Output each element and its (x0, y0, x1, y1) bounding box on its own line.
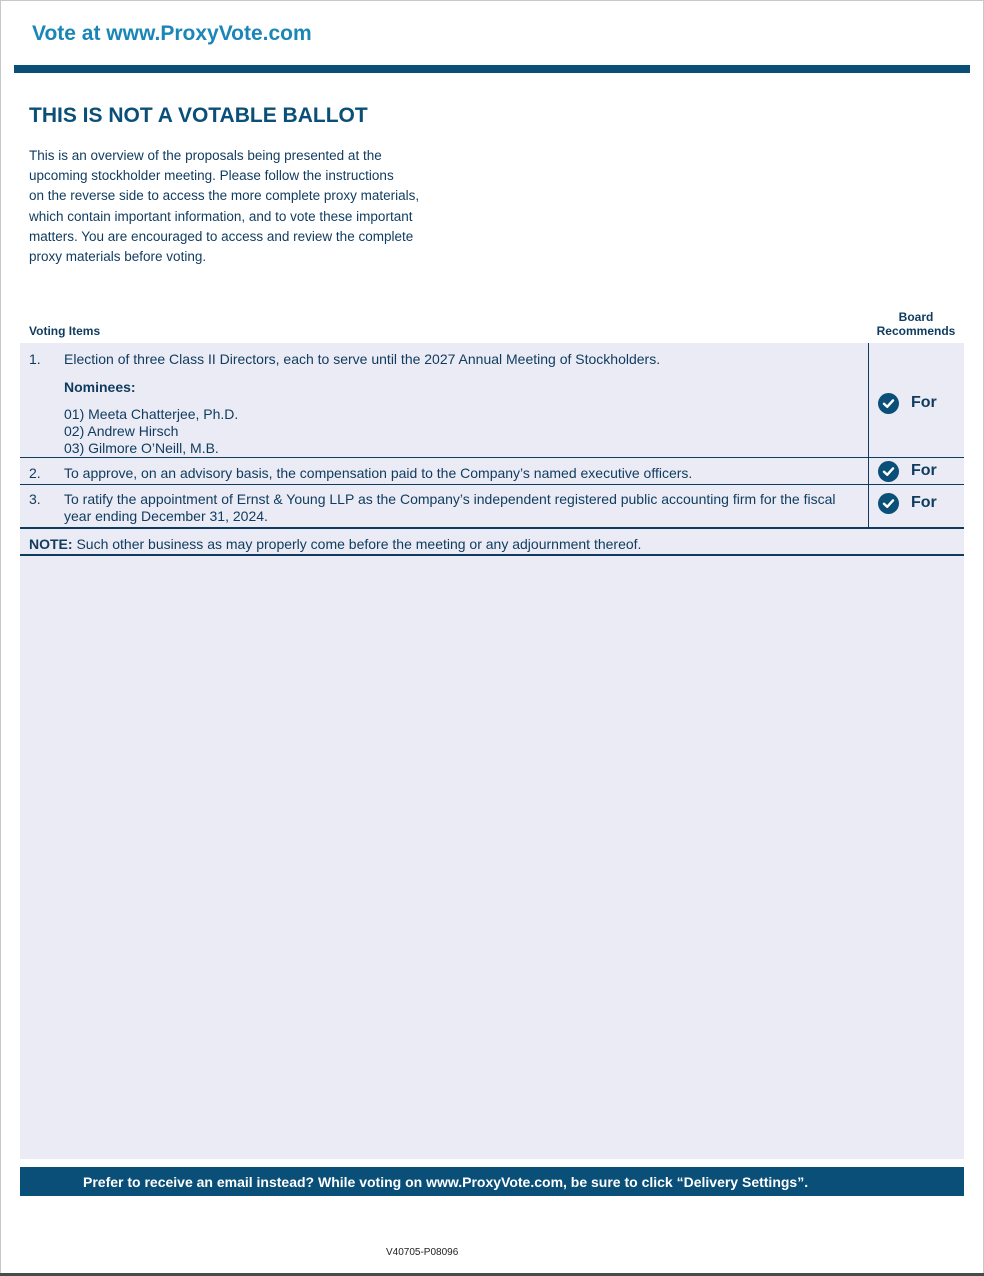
column-divider (868, 343, 869, 527)
board-recommends-header (869, 310, 963, 338)
voting-item-1 (20, 351, 868, 457)
footer-text: Prefer to receive an email instead? While voting on www.ProxyVote.com, be sure to click “Delivery Settings”. (83, 1174, 809, 1190)
recommendation-label: For (911, 462, 937, 479)
page-title: THIS IS NOT A VOTABLE BALLOT (29, 104, 368, 127)
note-label: NOTE: (29, 536, 73, 552)
intro-paragraph (29, 146, 469, 267)
intro-line: This is an overview of the proposals being presented at the (29, 148, 382, 163)
header-divider-bar (14, 65, 970, 73)
check-circle-icon (878, 493, 899, 514)
intro-line: which contain important information, and to vote these important (29, 208, 413, 224)
recommendation-label: For (911, 394, 937, 411)
voting-item-3 (20, 491, 868, 525)
voting-items-header: Voting Items (29, 324, 101, 338)
recommendation-label: For (911, 494, 937, 511)
intro-line: upcoming stockholder meeting. Please follow the instructions (29, 168, 394, 184)
vote-link-title[interactable]: Vote at www.ProxyVote.com (32, 22, 312, 45)
row-divider (20, 457, 964, 458)
nominee-item: 01) Meeta Chatterjee, Ph.D. (64, 406, 239, 422)
footer-banner (20, 1167, 964, 1196)
nominees-label: Nominees: (64, 379, 136, 395)
nominee-list (64, 406, 864, 457)
nominee-item: 02) Andrew Hirsch (64, 423, 179, 439)
item-number: 1. (29, 351, 41, 367)
item-text: To approve, on an advisory basis, the compensation paid to the Company’s named executive officers. (64, 465, 693, 481)
intro-line: matters. You are encouraged to access and review the complete (29, 228, 414, 244)
row-divider (20, 527, 964, 529)
item-text: To ratify the appointment of Ernst & Young LLP as the Company’s independent registered public accounting firm for the fiscal year ending December 31, 2024. (64, 491, 836, 524)
recommendation-item-2 (878, 460, 958, 482)
board-recommends-line1: Board (898, 310, 934, 324)
nominee-item: 03) Gilmore O’Neill, M.B. (64, 440, 219, 456)
row-divider (20, 484, 964, 485)
item-number: 2. (29, 465, 41, 481)
check-circle-icon (878, 393, 899, 414)
item-text: Election of three Class II Directors, each to serve until the 2027 Annual Meeting of Stockholders. (64, 351, 661, 367)
intro-line: proxy materials before voting. (29, 249, 207, 265)
board-recommends-line2: Recommends (876, 324, 956, 338)
intro-line: on the reverse side to access the more complete proxy materials, (29, 188, 420, 204)
document-code: V40705-P08096 (386, 1247, 459, 1258)
note-body: Such other business as may properly come before the meeting or any adjournment thereof. (72, 536, 642, 552)
note-text (29, 536, 641, 552)
check-circle-icon (878, 461, 899, 482)
item-number: 3. (29, 491, 41, 507)
recommendation-item-1 (878, 392, 958, 414)
item-text-block (64, 351, 864, 457)
voting-item-2 (20, 465, 868, 483)
note-divider (20, 554, 964, 556)
recommendation-item-3 (878, 492, 958, 514)
